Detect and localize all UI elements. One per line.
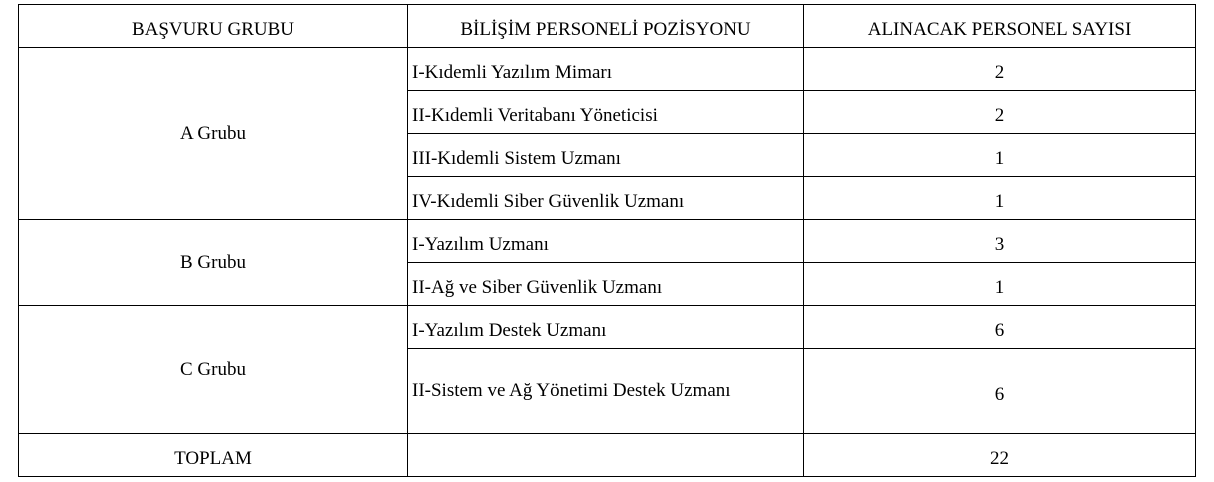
count-value: 1 (994, 276, 1005, 298)
position-cell (408, 349, 804, 434)
count-cell (804, 134, 1196, 177)
total-count: 22 (990, 447, 1009, 469)
header-count (804, 5, 1196, 48)
position-label: IV-Kıdemli Siber Güvenlik Uzmanı (412, 190, 685, 212)
position-cell (408, 220, 804, 263)
count-value: 1 (994, 190, 1005, 212)
count-cell (804, 177, 1196, 220)
group-cell-a: A Grubu (19, 48, 408, 220)
position-cell (408, 134, 804, 177)
position-cell (408, 177, 804, 220)
position-label: II-Sistem ve Ağ Yönetimi Destek Uzmanı (412, 380, 731, 401)
position-label: II-Ağ ve Siber Güvenlik Uzmanı (412, 276, 663, 298)
total-count-cell (804, 434, 1196, 477)
position-label: II-Kıdemli Veritabanı Yöneticisi (412, 104, 658, 126)
total-label-cell (19, 434, 408, 477)
count-cell (804, 306, 1196, 349)
position-cell (408, 48, 804, 91)
count-cell (804, 349, 1196, 434)
table-row (19, 306, 1196, 349)
count-value: 1 (994, 147, 1005, 169)
position-label: I-Yazılım Uzmanı (412, 233, 549, 255)
position-label: I-Yazılım Destek Uzmanı (412, 319, 607, 341)
count-cell (804, 220, 1196, 263)
header-group (19, 5, 408, 48)
total-position-cell (408, 434, 804, 477)
count-value: 6 (994, 383, 1005, 405)
count-cell (804, 48, 1196, 91)
count-cell (804, 263, 1196, 306)
count-value: 2 (994, 104, 1005, 126)
position-cell (408, 306, 804, 349)
group-cell-c: C Grubu (19, 306, 408, 434)
position-cell (408, 263, 804, 306)
header-position-label: BİLİŞİM PERSONELİ POZİSYONU (460, 18, 751, 40)
header-position (408, 5, 804, 48)
position-cell (408, 91, 804, 134)
header-count-label: ALINACAK PERSONEL SAYISI (867, 18, 1132, 40)
personnel-table (18, 4, 1196, 477)
header-group-label: BAŞVURU GRUBU (131, 18, 295, 40)
header-row (19, 5, 1196, 48)
table-row (19, 48, 1196, 91)
position-label: I-Kıdemli Yazılım Mimarı (412, 61, 613, 83)
count-cell (804, 91, 1196, 134)
count-value: 6 (994, 319, 1005, 341)
position-label: III-Kıdemli Sistem Uzmanı (412, 147, 621, 169)
total-label: TOPLAM (174, 447, 252, 469)
group-cell-b: B Grubu (19, 220, 408, 306)
count-value: 2 (994, 61, 1005, 83)
table-row (19, 220, 1196, 263)
count-value: 3 (994, 233, 1005, 255)
total-row (19, 434, 1196, 477)
